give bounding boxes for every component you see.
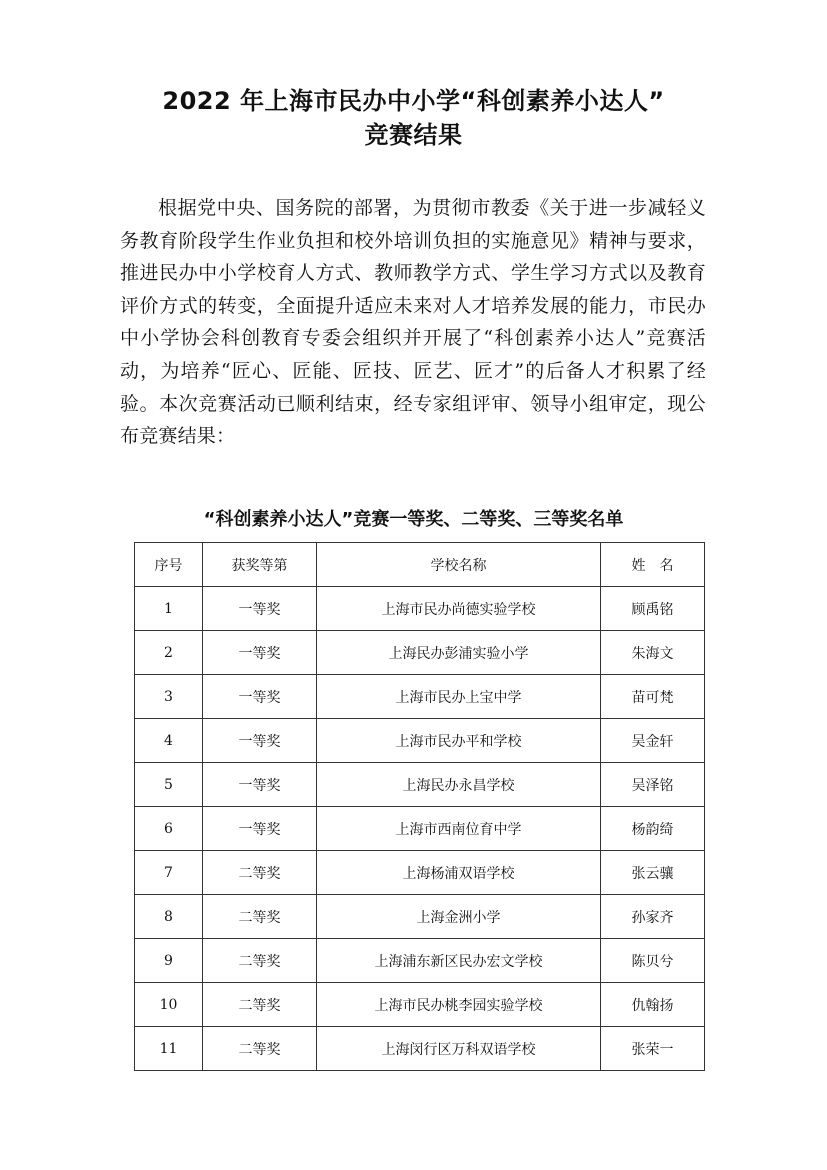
cell-student-name: 吴金轩 [601,719,705,763]
table-header-row [135,543,705,587]
table-row [135,1027,705,1071]
cell-award-level: 一等奖 [203,807,317,851]
table-row [135,895,705,939]
cell-school-name: 上海市民办平和学校 [317,719,601,763]
table-row [135,939,705,983]
cell-index: 1 [135,587,203,631]
cell-school-name: 上海闵行区万科双语学校 [317,1027,601,1071]
table-row [135,719,705,763]
cell-index: 7 [135,851,203,895]
cell-student-name: 苗可梵 [601,675,705,719]
header-cell-index: 序号 [135,543,203,587]
cell-index: 11 [135,1027,203,1071]
cell-index: 8 [135,895,203,939]
cell-student-name: 陈贝兮 [601,939,705,983]
table-row [135,983,705,1027]
cell-student-name: 张云骧 [601,851,705,895]
document-title-line2: 竞赛结果 [364,121,463,149]
header-cell-school-name: 学校名称 [317,543,601,587]
cell-student-name: 吴泽铭 [601,763,705,807]
cell-index: 3 [135,675,203,719]
cell-school-name: 上海民办永昌学校 [317,763,601,807]
table-caption: “科创素养小达人”竞赛一等奖、二等奖、三等奖名单 [203,509,624,530]
table-row [135,631,705,675]
cell-award-level: 一等奖 [203,675,317,719]
table-row [135,587,705,631]
cell-award-level: 二等奖 [203,939,317,983]
cell-award-level: 二等奖 [203,983,317,1027]
cell-school-name: 上海市民办尚德实验学校 [317,587,601,631]
cell-school-name: 上海市民办桃李园实验学校 [317,983,601,1027]
cell-student-name: 朱海文 [601,631,705,675]
table-row [135,675,705,719]
cell-index: 4 [135,719,203,763]
cell-award-level: 一等奖 [203,719,317,763]
cell-school-name: 上海浦东新区民办宏文学校 [317,939,601,983]
cell-award-level: 一等奖 [203,631,317,675]
cell-index: 6 [135,807,203,851]
cell-school-name: 上海民办彭浦实验小学 [317,631,601,675]
cell-school-name: 上海杨浦双语学校 [317,851,601,895]
cell-index: 9 [135,939,203,983]
cell-index: 2 [135,631,203,675]
cell-index: 5 [135,763,203,807]
header-cell-award-level: 获奖等第 [203,543,317,587]
cell-award-level: 二等奖 [203,895,317,939]
cell-award-level: 二等奖 [203,1027,317,1071]
cell-award-level: 二等奖 [203,851,317,895]
table-row [135,851,705,895]
cell-student-name: 张荣一 [601,1027,705,1071]
document-title-line1: 2022 年上海市民办中小学“科创素养小达人” [162,87,665,115]
cell-student-name: 仇翰扬 [601,983,705,1027]
cell-award-level: 一等奖 [203,763,317,807]
cell-school-name: 上海市西南位育中学 [317,807,601,851]
cell-school-name: 上海金洲小学 [317,895,601,939]
cell-student-name: 顾禹铭 [601,587,705,631]
cell-award-level: 一等奖 [203,587,317,631]
table-row [135,763,705,807]
header-cell-student-name: 姓 名 [601,543,705,587]
table-row [135,807,705,851]
intro-paragraph: 根据党中央、国务院的部署，为贯彻市教委《关于进一步减轻义务教育阶段学生作业负担和校外培训负担的实施意见》精神与要求，推进民办中小学校育人方式、教师教学方式、学生学习方式以及教育评价方式的转变，全面提升适应未来对人才培养发展的能力，市民办中小学协会科创教育专委会组织并开展了“科创素养小达人”竞赛活动，为培养“匠心、匠能、匠技、匠艺、匠才”的后备人才积累了经验。本次竞赛活动已顺利结束，经专家组评审、领导小组审定，现公布竞赛结果： [120,197,706,448]
cell-student-name: 杨韵绮 [601,807,705,851]
awards-table [134,542,705,1071]
cell-school-name: 上海市民办上宝中学 [317,675,601,719]
awards-table-body [135,587,705,1071]
cell-index: 10 [135,983,203,1027]
cell-student-name: 孙家齐 [601,895,705,939]
